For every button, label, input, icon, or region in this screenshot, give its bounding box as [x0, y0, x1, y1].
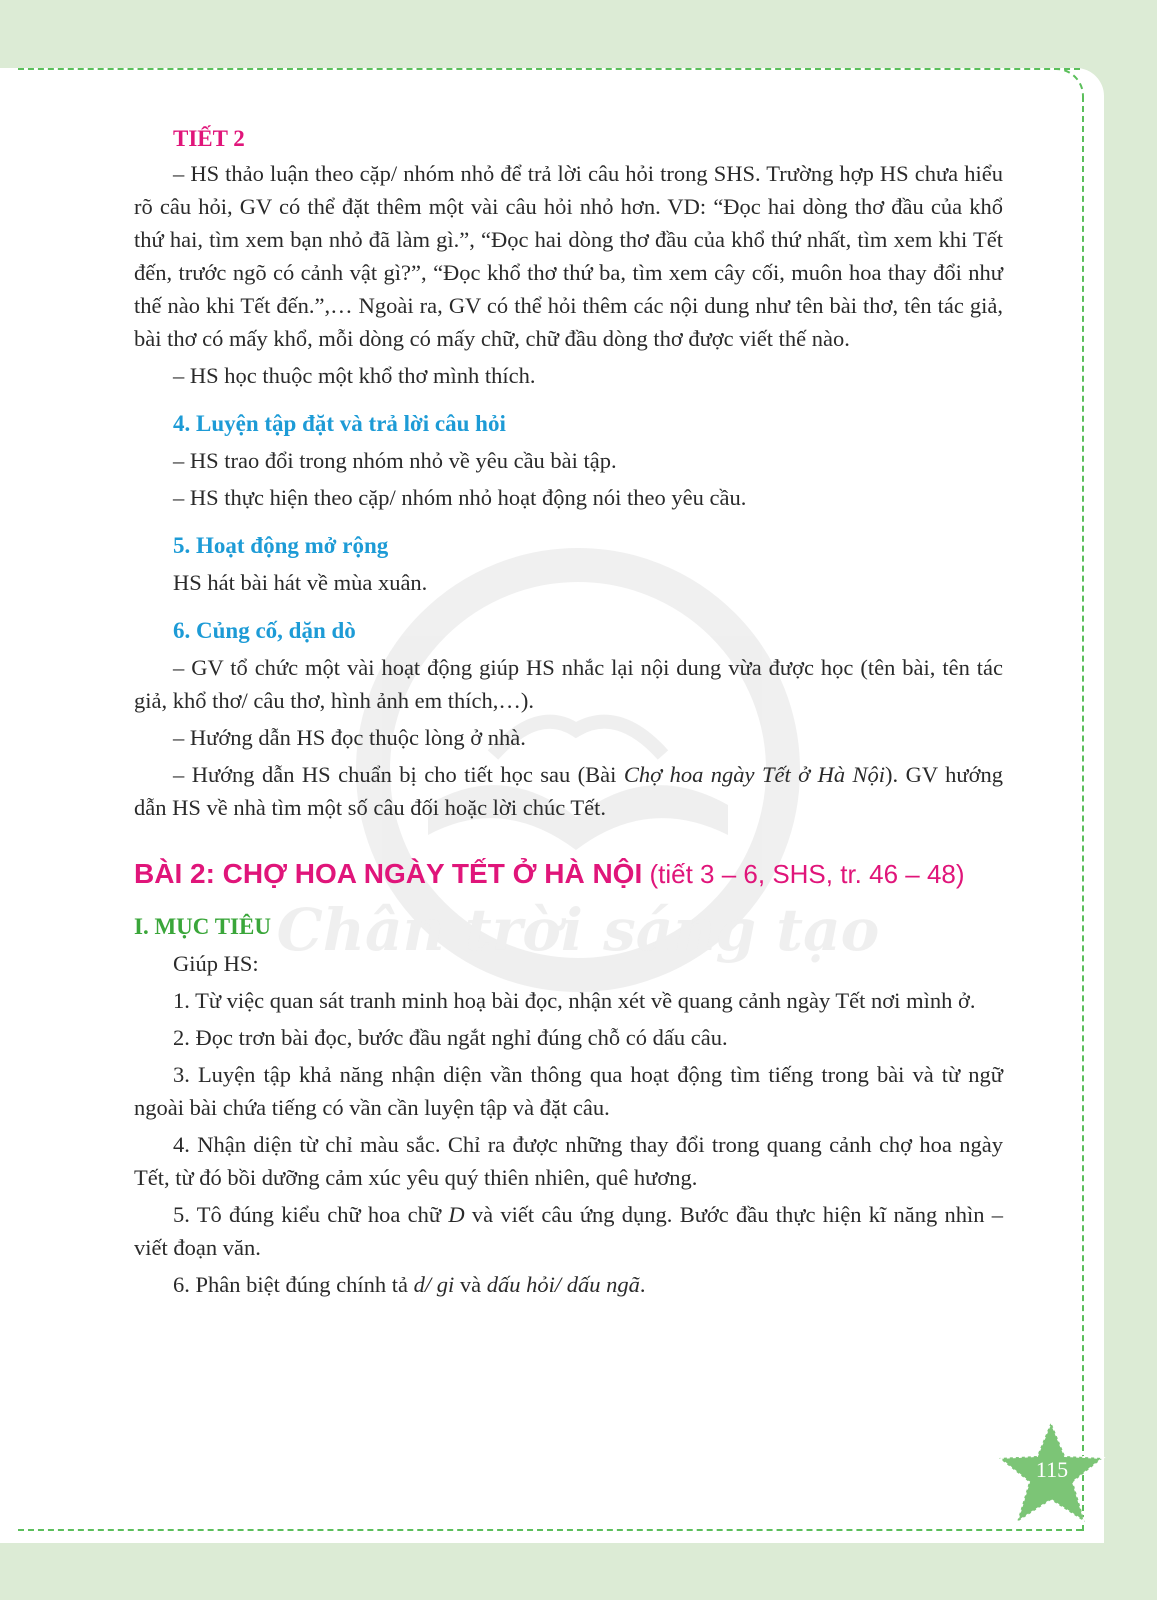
objective-item-6-post: . — [639, 1272, 646, 1297]
section6-line3-lesson-name: Chợ hoa ngày Tết ở Hà Nội — [623, 762, 886, 787]
page-number: 115 — [1035, 1457, 1069, 1482]
objective-item-6-italic1: d/ gi — [413, 1272, 455, 1297]
section6-line2: – Hướng dẫn HS đọc thuộc lòng ở nhà. — [173, 725, 526, 750]
section4-heading: 4. Luyện tập đặt và trả lời câu hỏi — [173, 411, 506, 436]
section6-heading: 6. Củng cố, dặn dò — [173, 618, 356, 643]
objective-item-5 — [134, 1198, 1003, 1264]
section6-line3 — [134, 758, 1003, 824]
objective-item-6 — [134, 1268, 1003, 1301]
section6-line3-pre: – Hướng dẫn HS chuẩn bị cho tiết học sau (Bài — [173, 762, 624, 787]
objective-item-6-pre: 6. Phân biệt đúng chính tả — [173, 1272, 414, 1297]
objectives-heading: I. MỤC TIÊU — [134, 914, 271, 939]
objective-item-5-letter: D — [448, 1202, 465, 1227]
tiet2-heading: TIẾT 2 — [173, 126, 245, 151]
section6-line1: – GV tổ chức một vài hoạt động giúp HS nhắc lại nội dung vừa được học (tên bài, tên tác giả, khổ thơ/ câu thơ, hình ảnh em thích,…). — [134, 655, 1003, 713]
section5-line1: HS hát bài hát về mùa xuân. — [173, 570, 428, 595]
objective-item-5-pre: 5. Tô đúng kiểu chữ hoa chữ — [173, 1202, 449, 1227]
section6-line3-post: ). GV hướng dẫn HS về nhà tìm một số câu đối hoặc lời chúc Tết. — [134, 762, 1003, 820]
objective-item-4: 4. Nhận diện từ chỉ màu sắc. Chỉ ra được những thay đổi trong quang cảnh chợ hoa ngày Tết, từ đó bồi dưỡng cảm xúc yêu quý thiên nhiên, quê hương. — [134, 1132, 1003, 1190]
page-content — [134, 122, 1003, 1301]
section4-line2: – HS thực hiện theo cặp/ nhóm nhỏ hoạt động nói theo yêu cầu. — [173, 485, 747, 510]
dashed-border-bottom — [18, 1529, 1082, 1531]
objective-item-6-mid: và — [454, 1272, 487, 1297]
objective-item-2: 2. Đọc trơn bài đọc, bước đầu ngắt nghỉ đúng chỗ có dấu câu. — [173, 1025, 728, 1050]
objective-item-1: 1. Từ việc quan sát tranh minh hoạ bài đọc, nhận xét về quang cảnh ngày Tết nơi mình ở. — [173, 988, 976, 1013]
dashed-border-right — [1082, 96, 1084, 1531]
objectives-intro: Giúp HS: — [173, 951, 259, 976]
section4-line1: – HS trao đổi trong nhóm nhỏ về yêu cầu bài tập. — [173, 448, 617, 473]
lesson-title-sub: (tiết 3 – 6, SHS, tr. 46 – 48) — [642, 859, 965, 889]
dashed-border-top — [18, 68, 1080, 70]
lesson-title — [134, 854, 1003, 896]
objective-item-3: 3. Luyện tập khả năng nhận diện vần thông qua hoạt động tìm tiếng trong bài và từ ngữ ngoài bài chứa tiếng có vần cần luyện tập và đặt câu. — [134, 1062, 1003, 1120]
tiet2-paragraph: – HS thảo luận theo cặp/ nhóm nhỏ để trả lời câu hỏi trong SHS. Trường hợp HS chưa hiểu rõ câu hỏi, GV có thể đặt thêm một vài câu hỏi nhỏ hơn. VD: “Đọc hai dòng thơ đầu của khổ thứ hai, tìm xem bạn nhỏ đã làm gì.”, “Đọc hai dòng thơ đầu của khổ thứ nhất, tìm xem khi Tết đến, trước ngõ có cảnh vật gì?”, “Đọc khổ thơ thứ ba, tìm xem cây cối, muôn hoa thay đổi như thế nào khi Tết đến.”,… Ngoài ra, GV có thể hỏi thêm các nội dung như tên bài thơ, tên tác giả, bài thơ có mấy khổ, mỗi dòng có mấy chữ, chữ đầu dòng thơ được viết thế nào. — [134, 161, 1003, 351]
lesson-title-main: BÀI 2: CHỢ HOA NGÀY TẾT Ở HÀ NỘI — [134, 858, 643, 889]
objective-item-5-post: và viết câu ứng dụng. Bước đầu thực hiện kĩ năng nhìn – viết đoạn văn. — [134, 1202, 1003, 1260]
section5-heading: 5. Hoạt động mở rộng — [173, 533, 389, 558]
objective-item-6-italic2: dấu hỏi/ dấu ngã — [486, 1272, 640, 1297]
tiet2-memorize-line: – HS học thuộc một khổ thơ mình thích. — [173, 363, 536, 388]
